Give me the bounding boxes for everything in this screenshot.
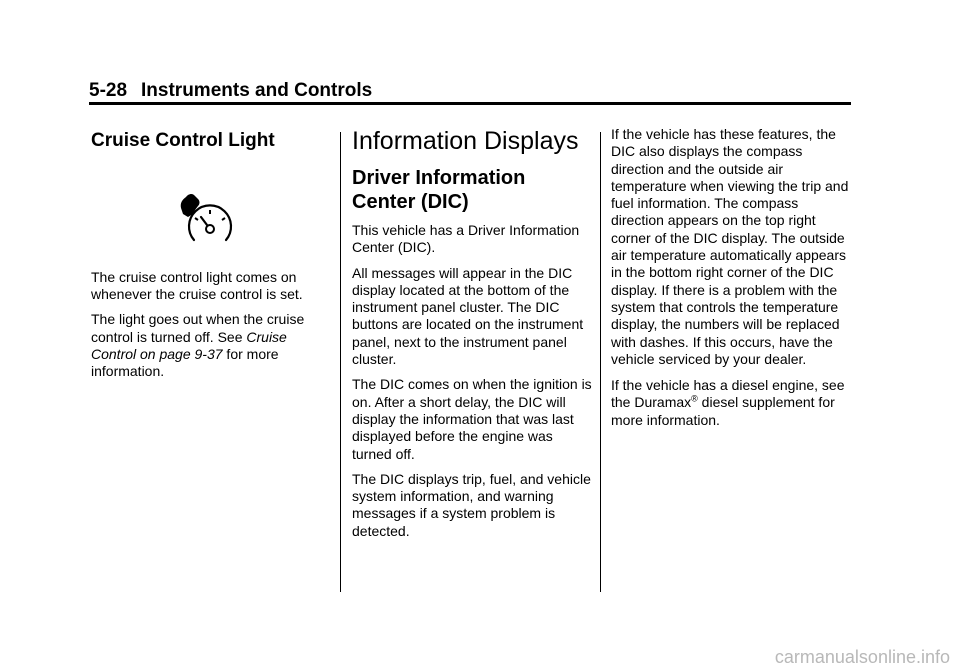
column-information-displays: [352, 126, 592, 548]
dic-paragraph-3: The DIC comes on when the ignition is on. After a short delay, the DIC will display the information that was last displayed before the engine was turned off.: [352, 376, 592, 462]
column-dic-continued: [611, 126, 853, 438]
section-title: Instruments and Controls: [141, 80, 373, 101]
dic-paragraph-2: All messages will appear in the DIC display located at the bottom of the instrument panel cluster. The DIC buttons are located on the instrument panel, next to the instrument panel cluster.: [352, 264, 584, 368]
dic-paragraph-1: This vehicle has a Driver Information Center (DIC).: [352, 222, 580, 256]
column-divider-right: [600, 132, 601, 592]
dic-subheading: Driver Information Center (DIC): [352, 167, 526, 213]
page-header: [89, 80, 372, 102]
header-rule: [89, 102, 851, 105]
watermark: carmanualsonline.info: [774, 647, 950, 667]
cruise-control-speedometer-icon: [179, 193, 241, 249]
cruise-control-heading: Cruise Control Light: [91, 130, 275, 151]
dic-features-paragraph: If the vehicle has these features, the DIC also displays the compass direction and the outside air temperature when viewing the trip and fuel information. The compass direction appears on the top right corner of the DIC display. The outside air temperature automatically appears in the bottom right corner of the DIC display. If there is a problem with the system that controls the temperature display, the numbers will be replaced with dashes. If this occurs, have the vehicle serviced by your dealer.: [611, 126, 849, 367]
cruise-light-paragraph-2: The light goes out when the cruise control is turned off. See Cruise Control on page 9-37 for more information.: [91, 311, 305, 380]
diesel-paragraph: If the vehicle has a diesel engine, see the Duramax® diesel supplement for more information.: [611, 377, 845, 428]
registered-mark: ®: [691, 393, 698, 404]
cruise-control-link[interactable]: Cruise Control on page 9-37: [91, 328, 287, 362]
information-displays-heading: Information Displays: [352, 127, 579, 155]
column-divider-left: [340, 132, 341, 592]
column-cruise-control: [91, 126, 331, 389]
page-number: 5-28: [89, 80, 128, 101]
cruise-light-paragraph-1: The cruise control light comes on whenever the cruise control is set.: [91, 268, 303, 303]
dic-paragraph-4: The DIC displays trip, fuel, and vehicle system information, and warning messages if a system problem is detected.: [352, 470, 591, 539]
